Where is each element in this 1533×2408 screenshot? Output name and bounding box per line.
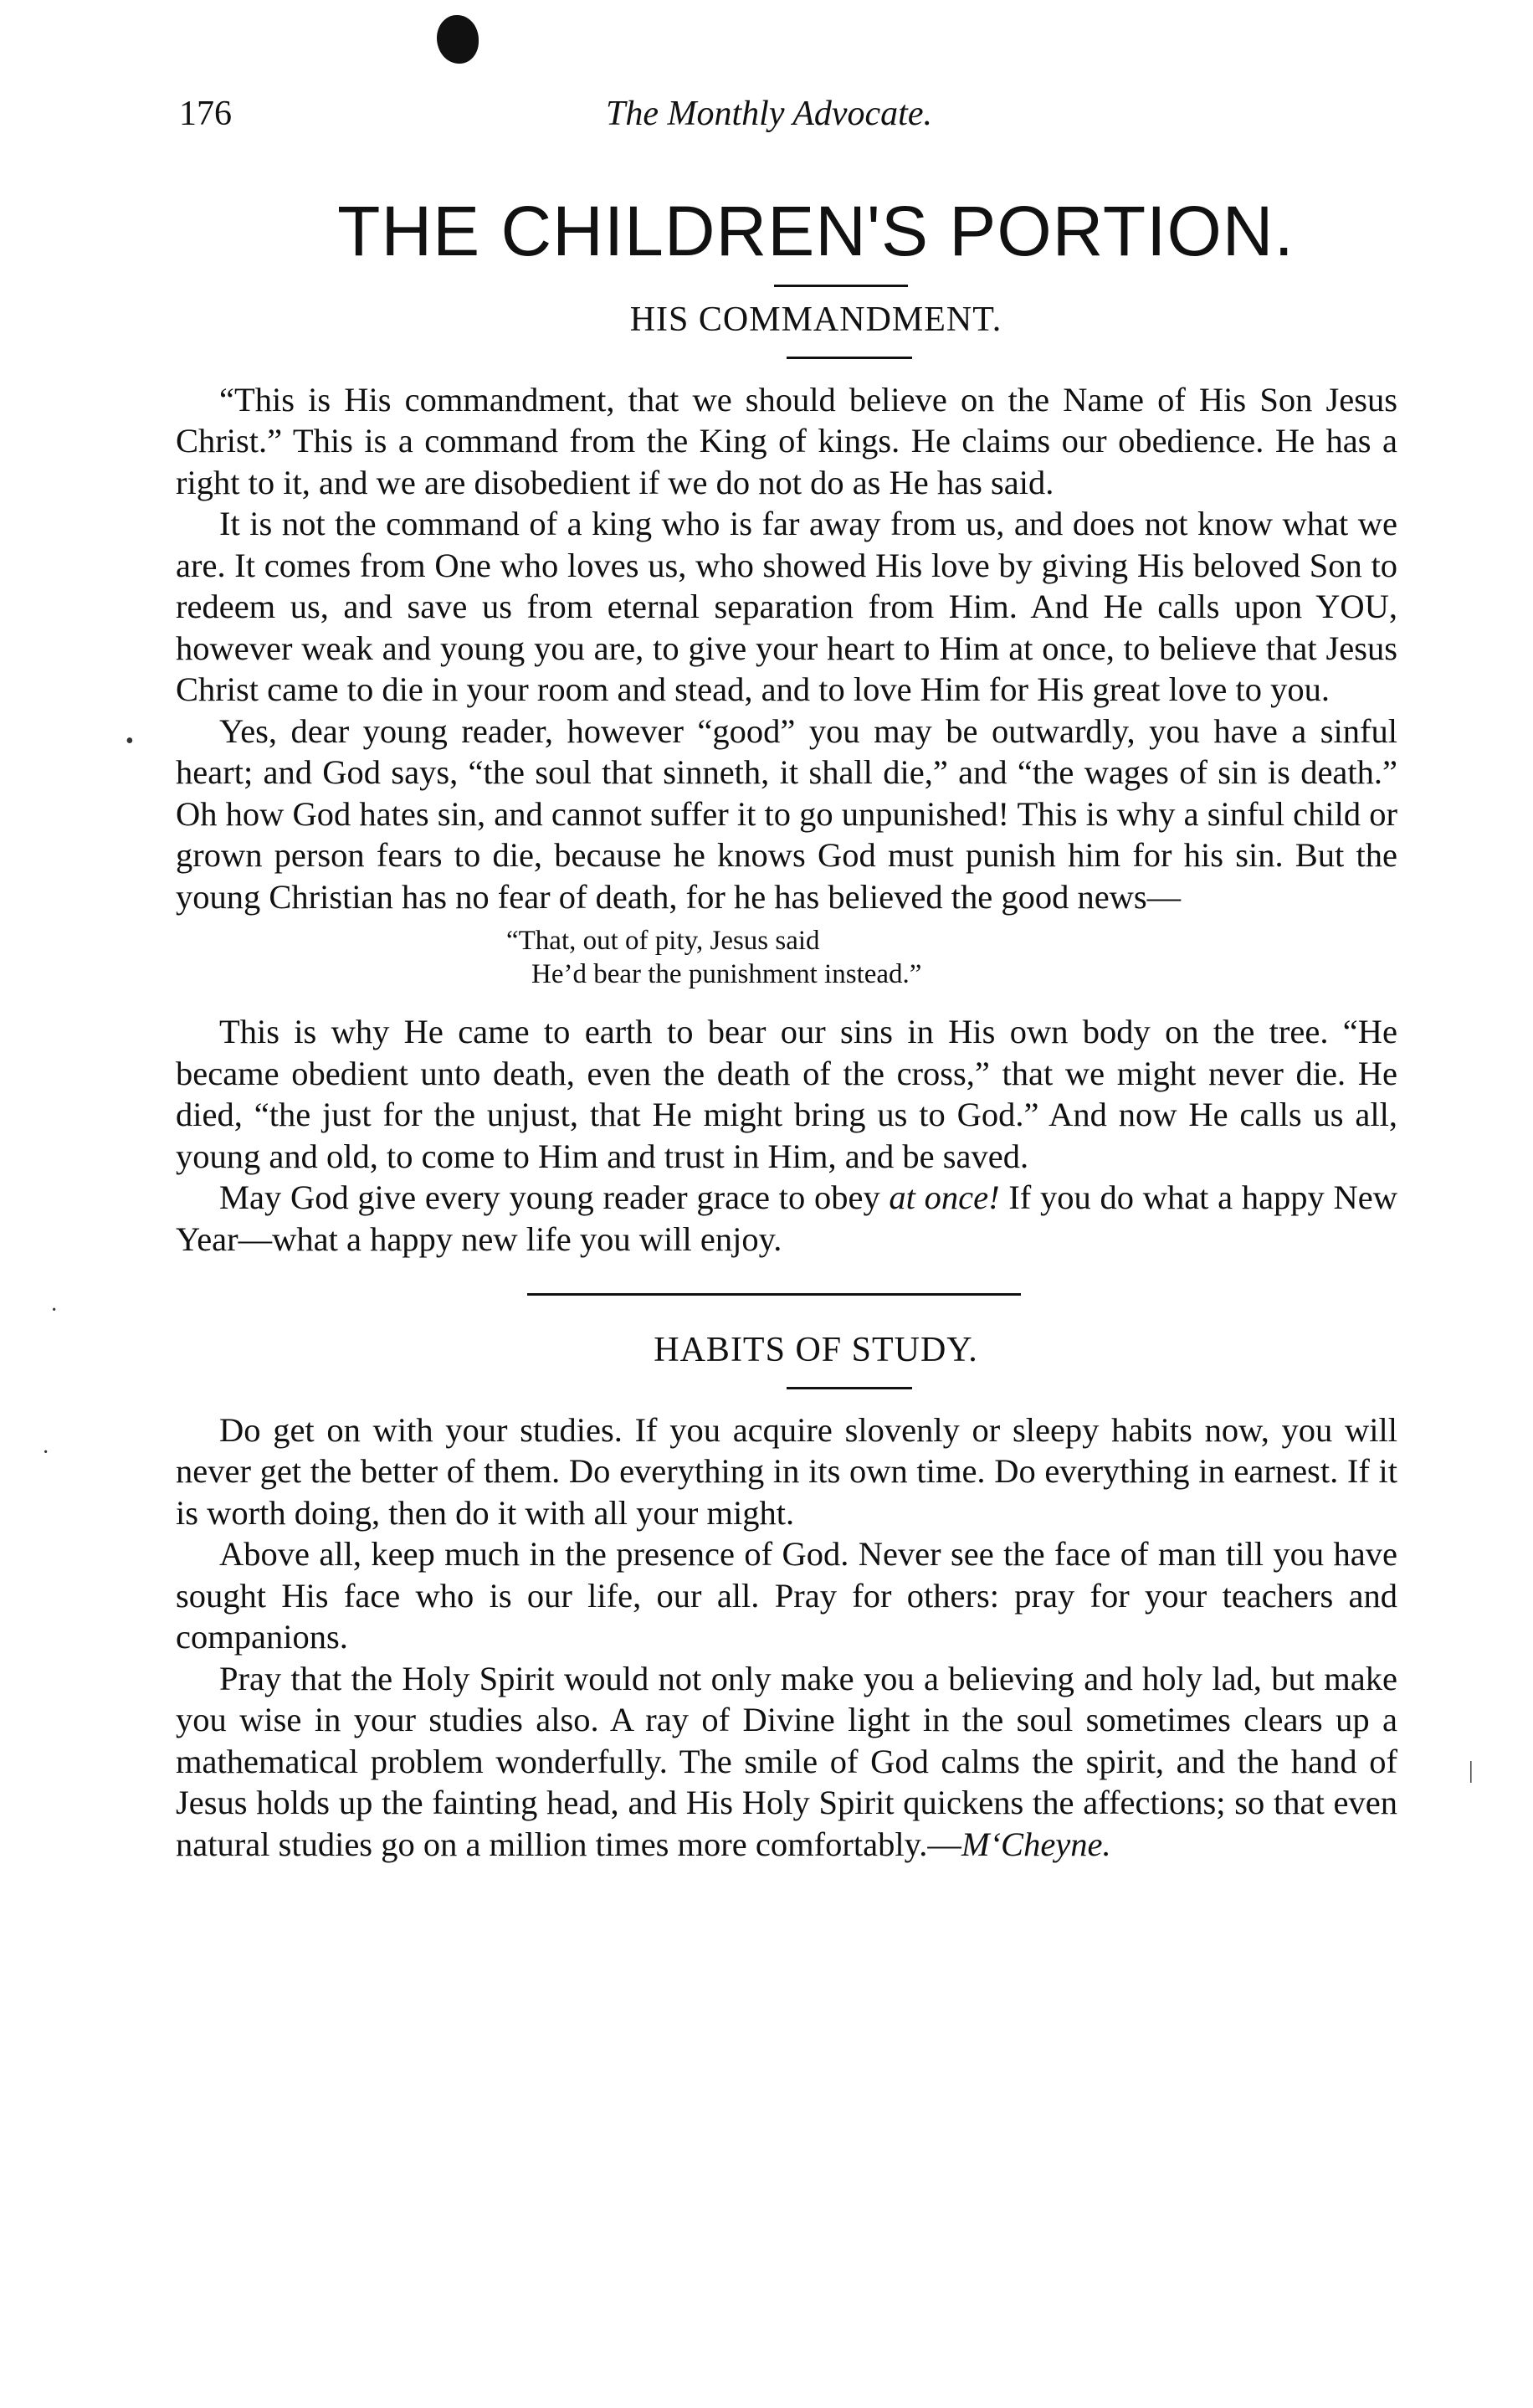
section-rule: [787, 1387, 912, 1389]
running-header: [179, 94, 1418, 144]
paragraph: [176, 1177, 1397, 1260]
paragraph-text: May God give every young reader grace to obey: [219, 1178, 890, 1217]
page-number: 176: [179, 95, 232, 133]
paragraph: It is not the command of a king who is far away from us, and does not know what we are. It comes from One who loves us, who showed His love by giving His beloved Son to redeem us, and save us from eternal separation from Him. And He calls upon YOU, however weak and young you are, to give your heart to Him at once, to believe that Jesus Christ came to die in your room and stead, and to love Him for His great love to you.: [176, 505, 1397, 709]
running-title: The Monthly Advocate.: [606, 95, 932, 133]
page-content: [176, 193, 1397, 1865]
margin-speck: ·: [50, 1297, 59, 1323]
margin-speck: •: [126, 728, 134, 754]
paragraph: Yes, dear young reader, however “good” you may be outwardly, you have a sinful heart; and God says, “the soul that sinneth, it shall die,” and “the wages of sin is death.” Oh how God hates sin, and cannot suffer it to go unpunished! This is why a sinful child or grown person fears to die, because he knows God must punish him for his sin. But the young Christian has no fear of death, for he has believed the good news—: [176, 711, 1397, 916]
article-divider: [527, 1293, 1021, 1296]
paragraph: Do get on with your studies. If you acquire slovenly or sleepy habits now, you will never get the better of them. Do everything in its own time. Do everything in earnest. If it is worth doing, then do it with all your might.: [176, 1410, 1397, 1532]
title-rule: [774, 285, 908, 287]
paragraph: [176, 1658, 1397, 1866]
section-title-commandment: HIS COMMANDMENT.: [629, 300, 1002, 340]
paragraph-text: Pray that the Holy Spirit would not only make you a believing and holy lad, but make you wise in your studies also. A ray of Divine light in the soul sometimes clears up a mathematical problem wonderfully. The smile of God calms the spirit, and the hand of Jesus holds up the fainting head, and His Holy Spirit quickens the affections; so that even natural studies go on a million times more comfortably.—: [176, 1659, 1397, 1863]
section-rule: [787, 357, 912, 359]
paragraph-text: If you do what a happy New Year—what a happy new life you will enjoy.: [176, 1178, 1397, 1258]
emphasis-text: at once!: [889, 1178, 1000, 1217]
verse-quote: [506, 924, 1397, 991]
margin-speck: |: [1469, 1758, 1474, 1784]
attribution: M‘Cheyne.: [961, 1825, 1111, 1863]
paragraph: This is why He came to earth to bear our sins in His own body on the tree. “He became obedient unto death, even the death of the cross,” that we might never die. He died, “the just for the unjust, that He might bring us to God.” And now He calls us all, young and old, to come to Him and trust in Him, and be saved.: [176, 1013, 1397, 1175]
verse-line: “That, out of pity, Jesus said: [506, 926, 820, 957]
verse-line: He’d bear the punishment instead.”: [531, 959, 922, 990]
article-title: THE CHILDREN'S PORTION.: [337, 192, 1295, 270]
ink-blot: [437, 15, 479, 64]
margin-speck: ·: [42, 1440, 50, 1466]
paragraph: “This is His commandment, that we should believe on the Name of His Son Jesus Christ.” This is a command from the King of kings. He claims our obedience. He has a right to it, and we are disobedient if we do not do as He has said.: [176, 380, 1397, 501]
section-title-habits: HABITS OF STUDY.: [654, 1331, 978, 1370]
paragraph: Above all, keep much in the presence of God. Never see the face of man till you have sought His face who is our life, our all. Pray for others: pray for your teachers and companions.: [176, 1535, 1397, 1656]
